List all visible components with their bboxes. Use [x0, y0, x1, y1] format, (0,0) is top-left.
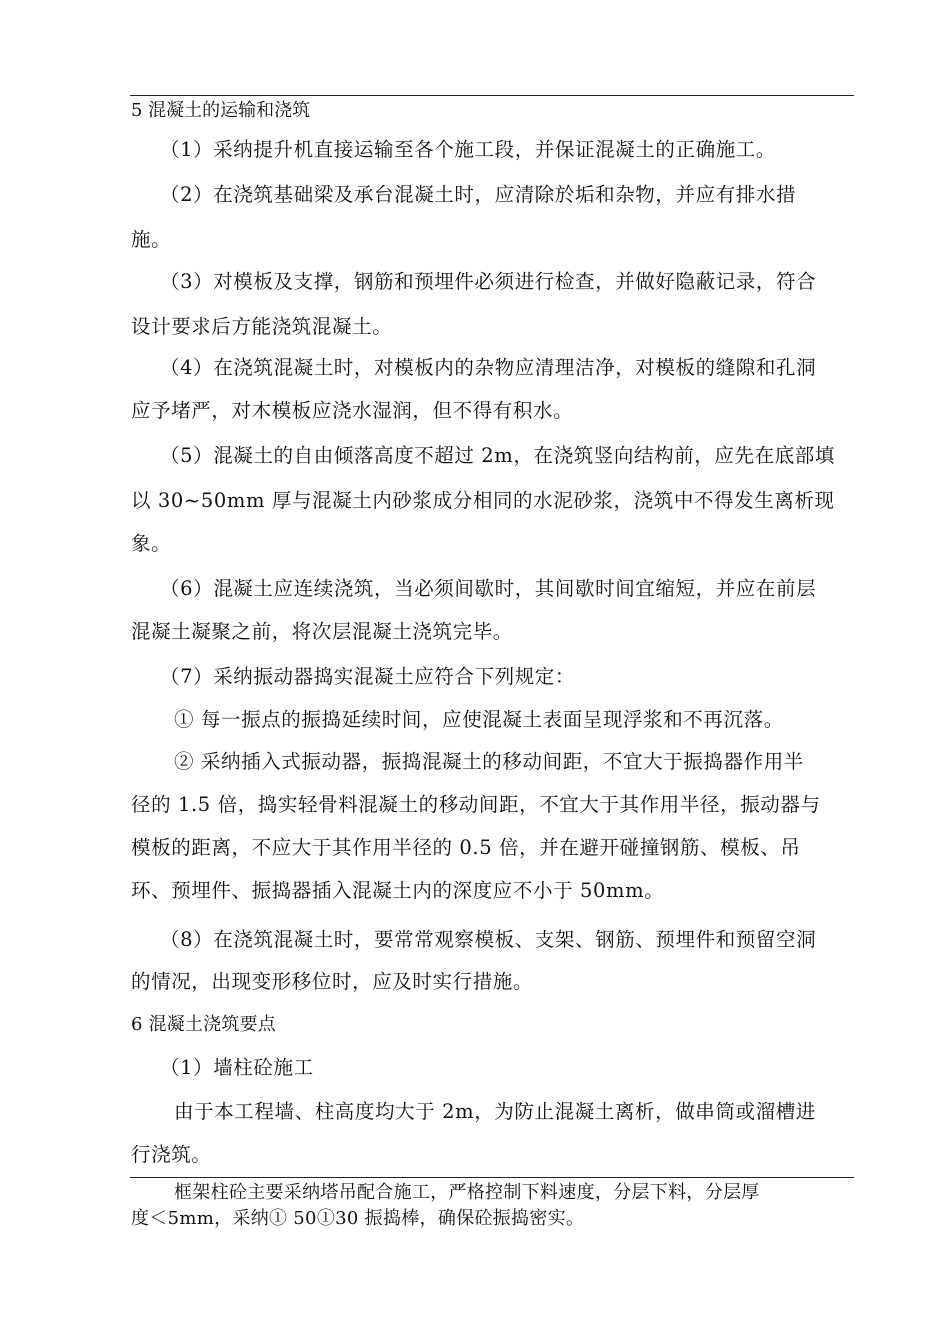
paragraph-line: （6）混凝土应连续浇筑，当必须间歇时，其间歇时间宜缩短，并应在前层 — [160, 577, 817, 600]
paragraph-line: （3）对模板及支撑，钢筋和预埋件必须进行检查，并做好隐蔽记录，符合 — [160, 270, 817, 293]
paragraph-line: 应予堵严，对木模板应浇水湿润，但不得有积水。 — [131, 399, 574, 422]
paragraph-line: 以 30~50mm 厚与混凝土内砂浆成分相同的水泥砂浆，浇筑中不得发生离析现 — [131, 489, 835, 512]
paragraph-line: 环、预埋件、振捣器插入混凝土内的深度应不小于 50mm。 — [131, 879, 665, 902]
paragraph-line: 的情况，出现变形移位时，应及时实行措施。 — [131, 970, 534, 993]
section-5-title: 5 混凝土的运输和浇筑 — [131, 100, 311, 121]
paragraph-line: 混凝土凝聚之前，将次层混凝土浇筑完毕。 — [131, 620, 513, 643]
footer-rule — [130, 1177, 854, 1178]
footer-paragraph-line: 度＜5mm，采纳① 50①30 振捣棒，确保砼振捣密实。 — [131, 1208, 585, 1229]
paragraph-line: （2）在浇筑基础梁及承台混凝土时，应清除於垢和杂物，并应有排水措 — [160, 183, 797, 206]
paragraph-line: 象。 — [131, 532, 172, 555]
paragraph-line: 施。 — [131, 228, 172, 251]
paragraph-line: 由于本工程墙、柱高度均大于 2m，为防止混凝土离析，做串筒或溜槽进 — [174, 1100, 816, 1123]
paragraph-line: （4）在浇筑混凝土时，对模板内的杂物应清理洁净，对模板的缝隙和孔洞 — [160, 356, 817, 379]
footer-paragraph-line: 框架柱砼主要采纳塔吊配合施工，严格控制下料速度，分层下料，分层厚 — [174, 1182, 760, 1203]
list-item-circled-2: ② 采纳插入式振动器，振捣混凝土的移动间距，不宜大于振捣器作用半 — [174, 750, 804, 773]
paragraph-line: （7）采纳振动器捣实混凝土应符合下列规定： — [160, 665, 576, 688]
paragraph-line: 模板的距离，不应大于其作用半径的 0.5 倍，并在避开碰撞钢筋、模板、吊 — [131, 836, 801, 859]
paragraph-line: 行浇筑。 — [131, 1143, 212, 1166]
section-6-title: 6 混凝土浇筑要点 — [131, 1014, 276, 1035]
paragraph-line: （8）在浇筑混凝土时，要常常观察模板、支架、钢筋、预埋件和预留空洞 — [160, 928, 817, 951]
paragraph-line: 径的 1.5 倍，捣实轻骨料混凝土的移动间距，不宜大于其作用半径，振动器与 — [131, 793, 821, 816]
list-item-circled-1: ① 每一振点的振捣延续时间，应使混凝土表面呈现浮浆和不再沉落。 — [174, 708, 784, 731]
header-rule — [130, 95, 854, 96]
paragraph-line: （1）采纳提升机直接运输至各个施工段，并保证混凝土的正确施工。 — [160, 138, 777, 161]
paragraph-line: 设计要求后方能浇筑混凝土。 — [131, 315, 393, 338]
paragraph-line: （5）混凝土的自由倾落高度不超过 2m，在浇筑竖向结构前，应先在底部填 — [160, 444, 836, 467]
paragraph-line: （1）墙柱砼施工 — [160, 1056, 314, 1079]
